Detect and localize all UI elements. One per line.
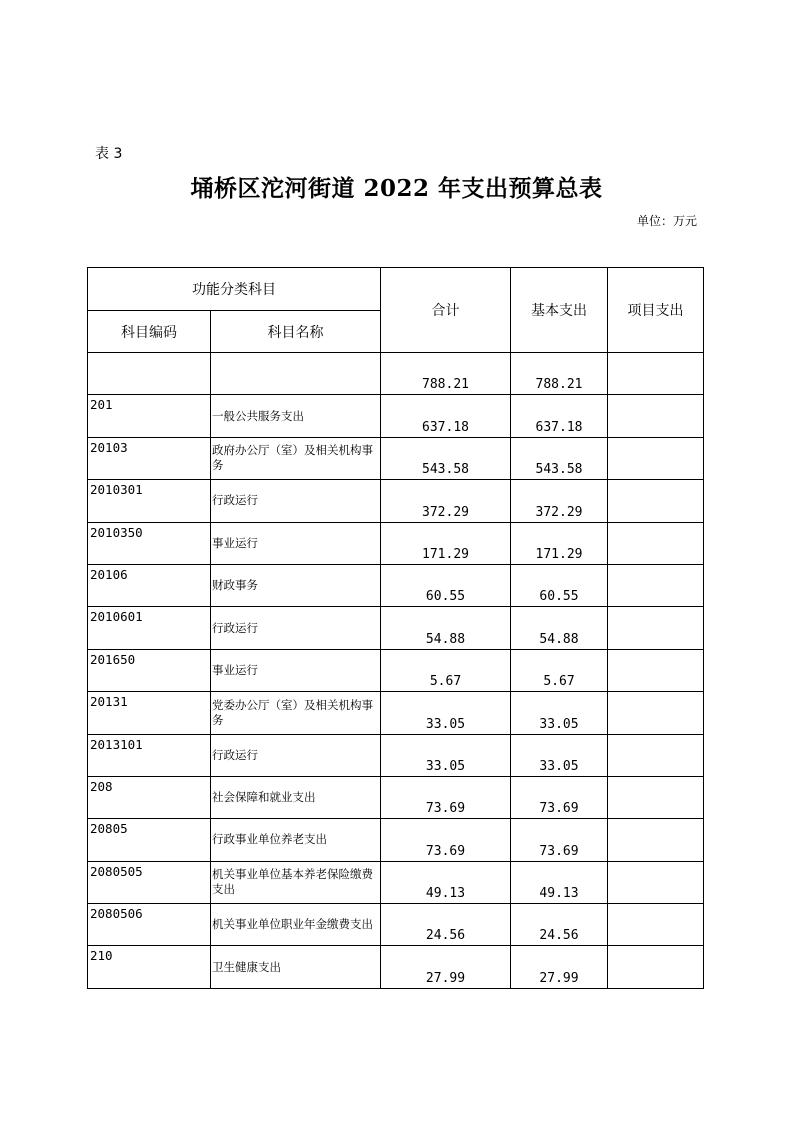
basic-expenditure-cell: 171.29 (511, 522, 608, 564)
total-cell: 33.05 (381, 692, 511, 734)
subject-name-cell: 社会保障和就业支出 (211, 776, 381, 818)
subject-code-cell: 20805 (88, 819, 211, 861)
table-row (88, 395, 704, 437)
subject-code-cell: 2010350 (88, 522, 211, 564)
subject-name-cell: 卫生健康支出 (211, 946, 381, 988)
subject-code-cell: 201 (88, 395, 211, 437)
header-subject-code: 科目编码 (88, 311, 211, 353)
subject-code-cell: 208 (88, 776, 211, 818)
header-subject-name: 科目名称 (211, 311, 381, 353)
project-expenditure-cell (608, 522, 704, 564)
basic-expenditure-cell: 24.56 (511, 904, 608, 946)
table-row (88, 776, 704, 818)
subject-code-cell: 201650 (88, 649, 211, 691)
document-title: 埇桥区沱河街道 2022 年支出预算总表 (190, 175, 603, 202)
basic-expenditure-cell: 637.18 (511, 395, 608, 437)
header-project-expenditure: 项目支出 (608, 268, 704, 353)
total-cell: 24.56 (381, 904, 511, 946)
table-row (88, 437, 704, 479)
subject-name-cell: 财政事务 (211, 564, 381, 606)
table-row (88, 819, 704, 861)
project-expenditure-cell (608, 480, 704, 522)
total-cell: 171.29 (381, 522, 511, 564)
basic-expenditure-cell: 49.13 (511, 861, 608, 903)
table-body (88, 353, 704, 989)
basic-expenditure-cell: 54.88 (511, 607, 608, 649)
basic-expenditure-cell: 543.58 (511, 437, 608, 479)
project-expenditure-cell (608, 776, 704, 818)
basic-expenditure-cell: 60.55 (511, 564, 608, 606)
project-expenditure-cell (608, 946, 704, 988)
project-expenditure-cell (608, 395, 704, 437)
total-cell: 33.05 (381, 734, 511, 776)
total-cell: 60.55 (381, 564, 511, 606)
total-cell: 788.21 (381, 353, 511, 395)
project-expenditure-cell (608, 734, 704, 776)
project-expenditure-cell (608, 607, 704, 649)
subject-code-cell: 2080506 (88, 904, 211, 946)
subject-name-cell: 机关事业单位职业年金缴费支出 (211, 904, 381, 946)
subject-name-cell: 行政运行 (211, 734, 381, 776)
total-cell: 372.29 (381, 480, 511, 522)
project-expenditure-cell (608, 353, 704, 395)
subject-code-cell: 20106 (88, 564, 211, 606)
unit-label: 单位：万元 (636, 214, 697, 228)
project-expenditure-cell (608, 564, 704, 606)
basic-expenditure-cell: 33.05 (511, 734, 608, 776)
total-cell: 543.58 (381, 437, 511, 479)
table-row (88, 649, 704, 691)
basic-expenditure-cell: 33.05 (511, 692, 608, 734)
total-cell: 27.99 (381, 946, 511, 988)
subject-name-cell: 事业运行 (211, 649, 381, 691)
total-cell: 49.13 (381, 861, 511, 903)
basic-expenditure-cell: 5.67 (511, 649, 608, 691)
total-cell: 5.67 (381, 649, 511, 691)
project-expenditure-cell (608, 861, 704, 903)
subject-code-cell: 20103 (88, 437, 211, 479)
header-total: 合计 (381, 268, 511, 353)
project-expenditure-cell (608, 904, 704, 946)
project-expenditure-cell (608, 819, 704, 861)
subject-code-cell: 2013101 (88, 734, 211, 776)
total-cell: 54.88 (381, 607, 511, 649)
project-expenditure-cell (608, 649, 704, 691)
subject-name-cell: 一般公共服务支出 (211, 395, 381, 437)
subject-code-cell: 2010301 (88, 480, 211, 522)
table-row (88, 946, 704, 988)
project-expenditure-cell (608, 437, 704, 479)
table-row (88, 734, 704, 776)
table-row (88, 480, 704, 522)
subject-code-cell: 2080505 (88, 861, 211, 903)
basic-expenditure-cell: 73.69 (511, 819, 608, 861)
table-row (88, 522, 704, 564)
table-row (88, 904, 704, 946)
table-number-label: 表 3 (95, 146, 123, 162)
total-cell: 637.18 (381, 395, 511, 437)
basic-expenditure-cell: 372.29 (511, 480, 608, 522)
subject-code-cell: 210 (88, 946, 211, 988)
basic-expenditure-cell: 73.69 (511, 776, 608, 818)
subject-name-cell: 政府办公厅（室）及相关机构事务 (211, 437, 381, 479)
subject-code-cell (88, 353, 211, 395)
subject-name-cell: 党委办公厅（室）及相关机构事务 (211, 692, 381, 734)
subject-name-cell: 机关事业单位基本养老保险缴费支出 (211, 861, 381, 903)
subject-name-cell: 行政事业单位养老支出 (211, 819, 381, 861)
basic-expenditure-cell: 27.99 (511, 946, 608, 988)
budget-table (87, 267, 704, 989)
total-cell: 73.69 (381, 819, 511, 861)
subject-name-cell: 行政运行 (211, 480, 381, 522)
project-expenditure-cell (608, 692, 704, 734)
total-cell: 73.69 (381, 776, 511, 818)
table-row (88, 692, 704, 734)
table-row (88, 607, 704, 649)
header-function-category: 功能分类科目 (88, 268, 381, 311)
table-row (88, 861, 704, 903)
header-basic-expenditure: 基本支出 (511, 268, 608, 353)
subject-name-cell (211, 353, 381, 395)
basic-expenditure-cell: 788.21 (511, 353, 608, 395)
subject-name-cell: 事业运行 (211, 522, 381, 564)
subject-name-cell: 行政运行 (211, 607, 381, 649)
subject-code-cell: 2010601 (88, 607, 211, 649)
subject-code-cell: 20131 (88, 692, 211, 734)
table-row (88, 353, 704, 395)
table-row (88, 564, 704, 606)
